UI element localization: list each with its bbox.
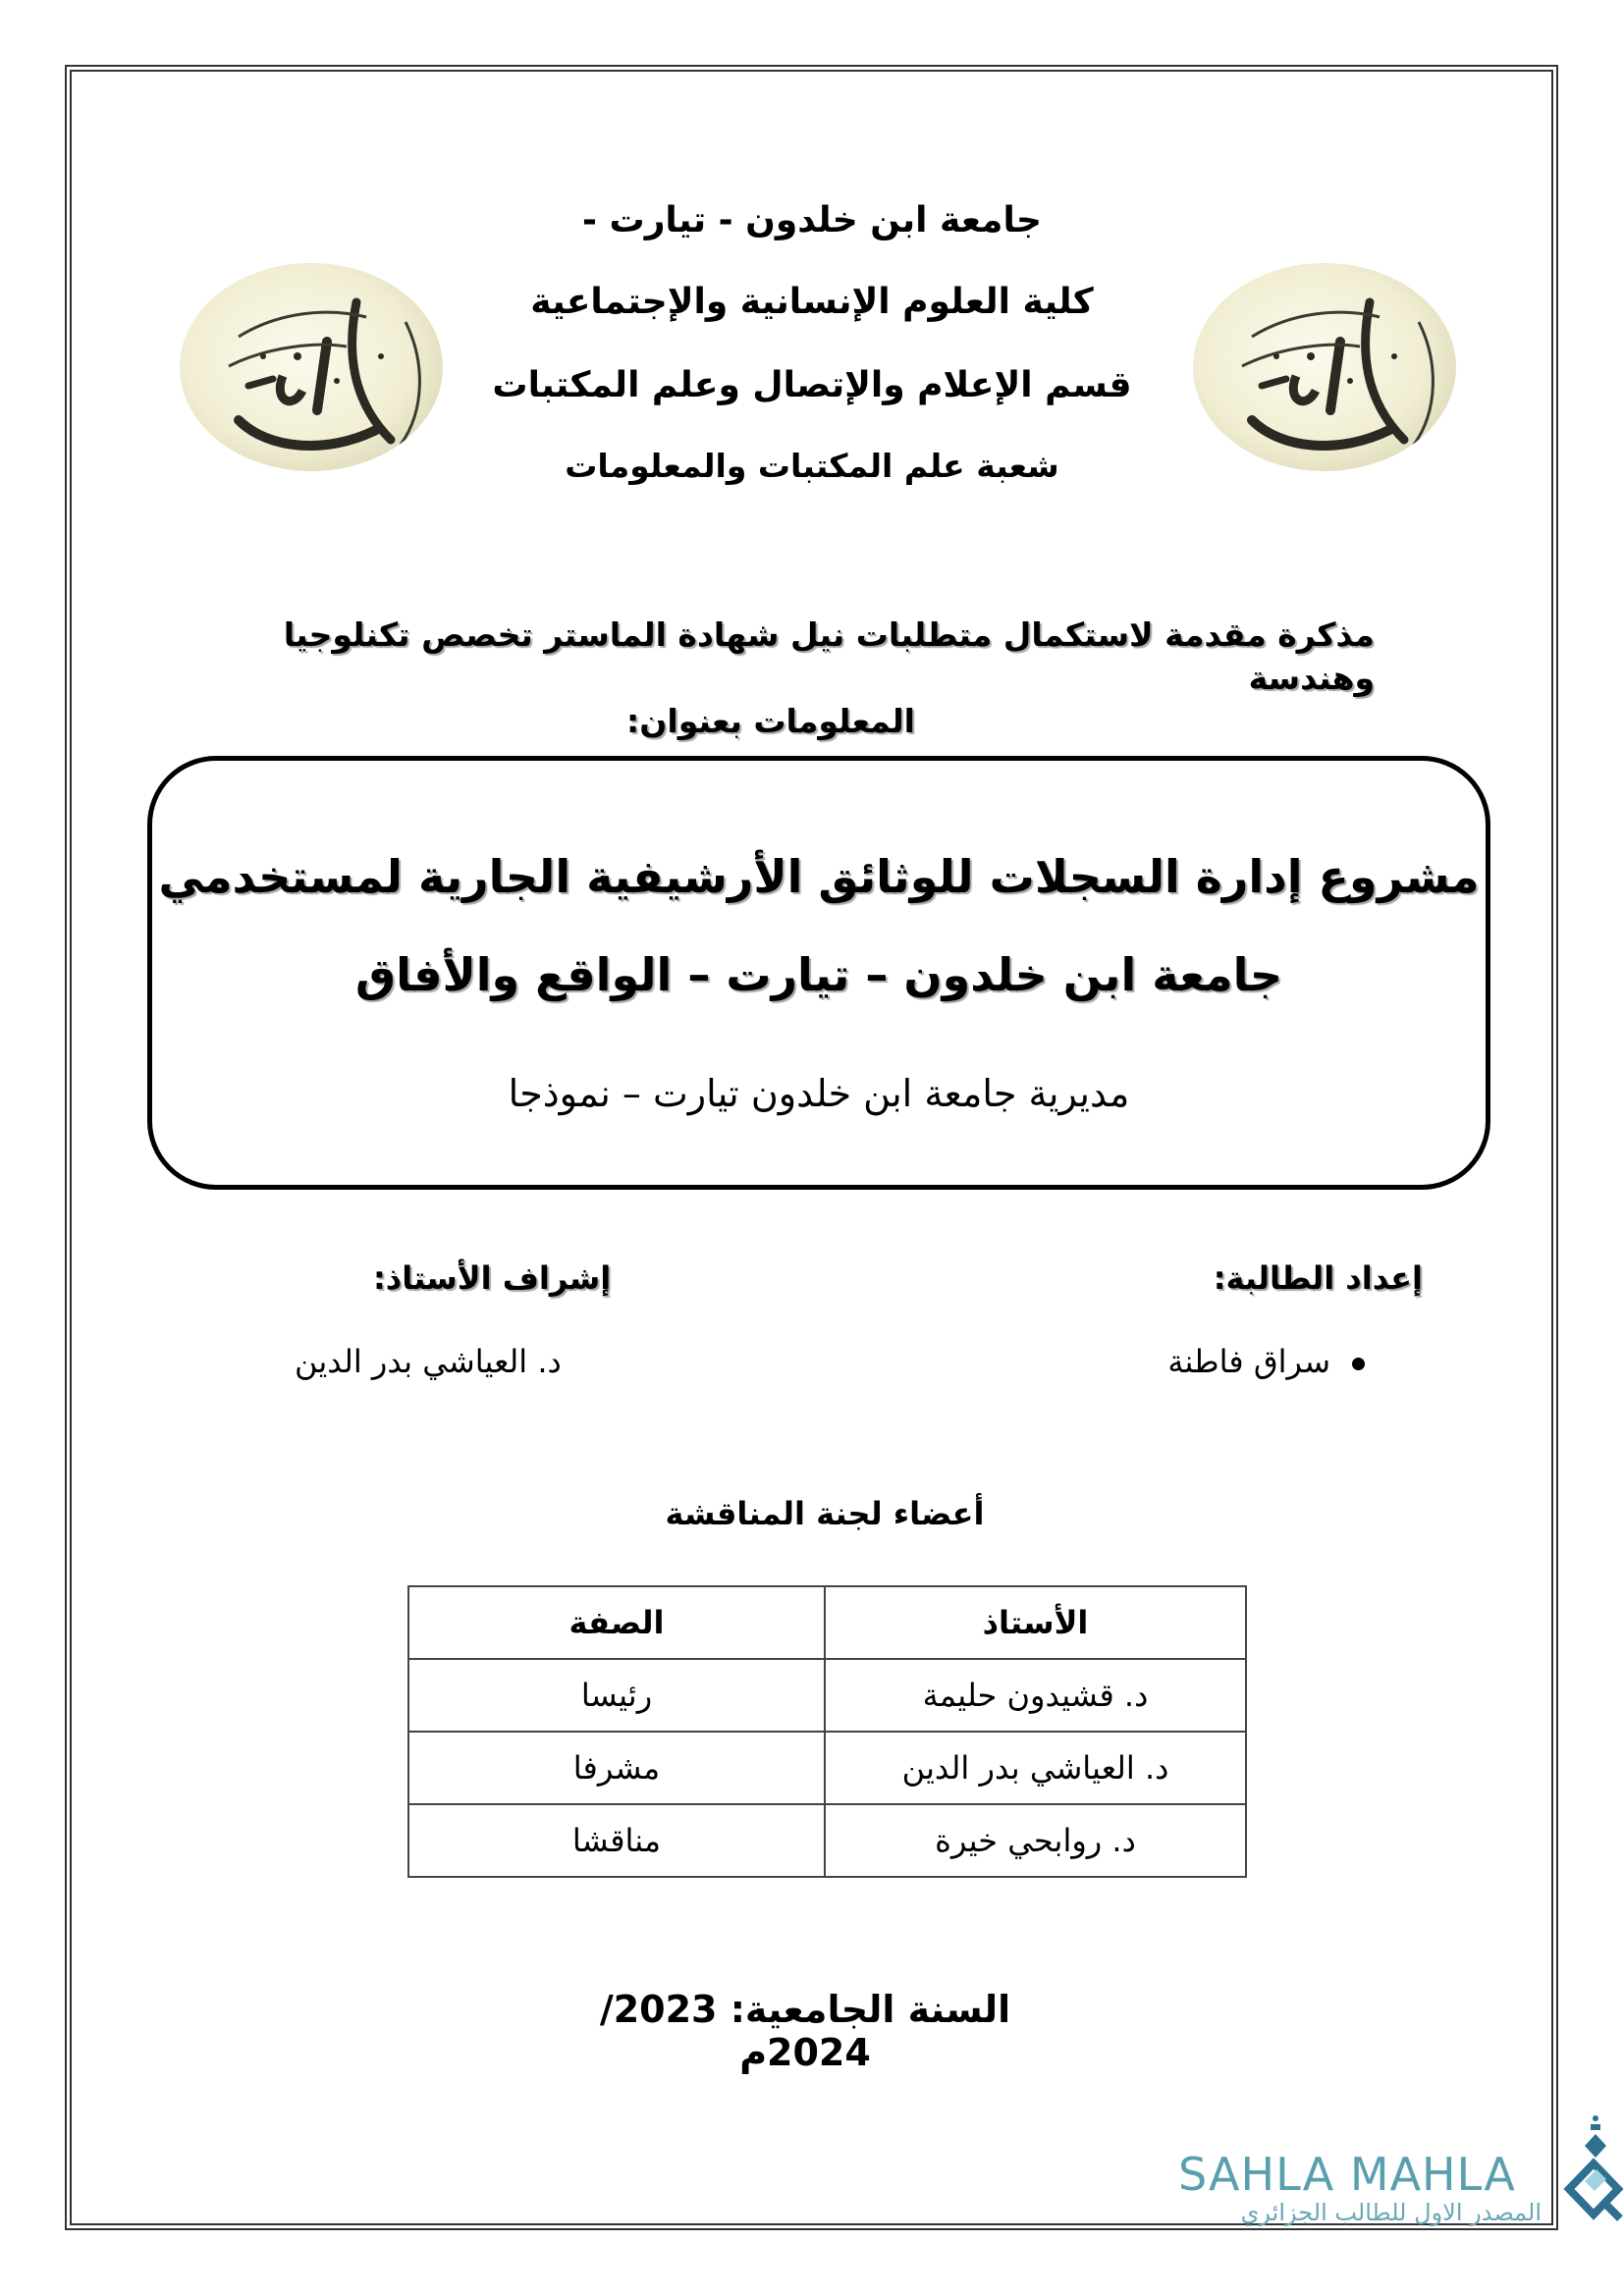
watermark-tagline: المصدر الاول للطالب الجزائري (1240, 2199, 1542, 2226)
thesis-title-box (147, 756, 1490, 1190)
intro-line-2: المعلومات بعنوان: (626, 702, 915, 740)
university-logo-right (1193, 263, 1456, 471)
column-header-role: الصفة (408, 1586, 825, 1659)
watermark-brand: SAHLA MAHLA (1178, 2148, 1516, 2201)
thesis-intro (245, 614, 1375, 743)
column-header-professor: الأستاذ (825, 1586, 1246, 1659)
table-row (408, 1732, 1246, 1804)
table-row (408, 1804, 1246, 1877)
role-cell: رئيسا (408, 1659, 825, 1732)
thesis-title-line-1: مشروع إدارة السجلات للوثائق الأرشيفية الجارية لمستخدمي (158, 850, 1480, 903)
branch-name: شعبة علم المكتبات والمعلومات (565, 447, 1059, 485)
professor-cell: د. العياشي بدر الدين (825, 1732, 1246, 1804)
supervisor-label: إشراف الأستاذ: (373, 1259, 612, 1297)
committee-table (407, 1585, 1247, 1878)
student-entry (1167, 1343, 1365, 1380)
department-name: قسم الإعلام والإتصال وعلم المكتبات (492, 365, 1132, 405)
seal-calligraphy-icon (1193, 263, 1456, 471)
role-cell: مشرفا (408, 1732, 825, 1804)
thesis-title-line-2: جامعة ابن خلدون – تيارت – الواقع والأفاق (354, 948, 1282, 1001)
table-header-row (408, 1586, 1246, 1659)
university-name: جامعة ابن خلدون - تيارت - (582, 200, 1042, 240)
faculty-name: كلية العلوم الإنسانية والإجتماعية (530, 282, 1094, 322)
thesis-subtitle: مديرية جامعة ابن خلدون تيارت – نموذجا (508, 1072, 1130, 1115)
professor-cell: د. قشيدون حليمة (825, 1659, 1246, 1732)
intro-line-1: مذكرة مقدمة لاستكمال متطلبات نيل شهادة الماستر تخصص تكنلوجيا وهندسة (283, 615, 1375, 697)
role-cell: مناقشا (408, 1804, 825, 1877)
student-name: سراق فاطنة (1167, 1343, 1330, 1380)
table-row (408, 1659, 1246, 1732)
supervisor-name: د. العياشي بدر الدين (295, 1343, 562, 1380)
sahla-mahla-watermark (1178, 2110, 1624, 2228)
sahla-mahla-logo-icon (1563, 2110, 1624, 2228)
academic-year: السنة الجامعية: 2023/ 2024م (599, 1988, 1011, 2074)
bullet-icon (1352, 1358, 1365, 1370)
committee-title: أعضاء لجنة المناقشة (665, 1495, 985, 1532)
student-label: إعداد الطالبة: (1213, 1259, 1423, 1297)
professor-cell: د. روابحي خيرة (825, 1804, 1246, 1877)
